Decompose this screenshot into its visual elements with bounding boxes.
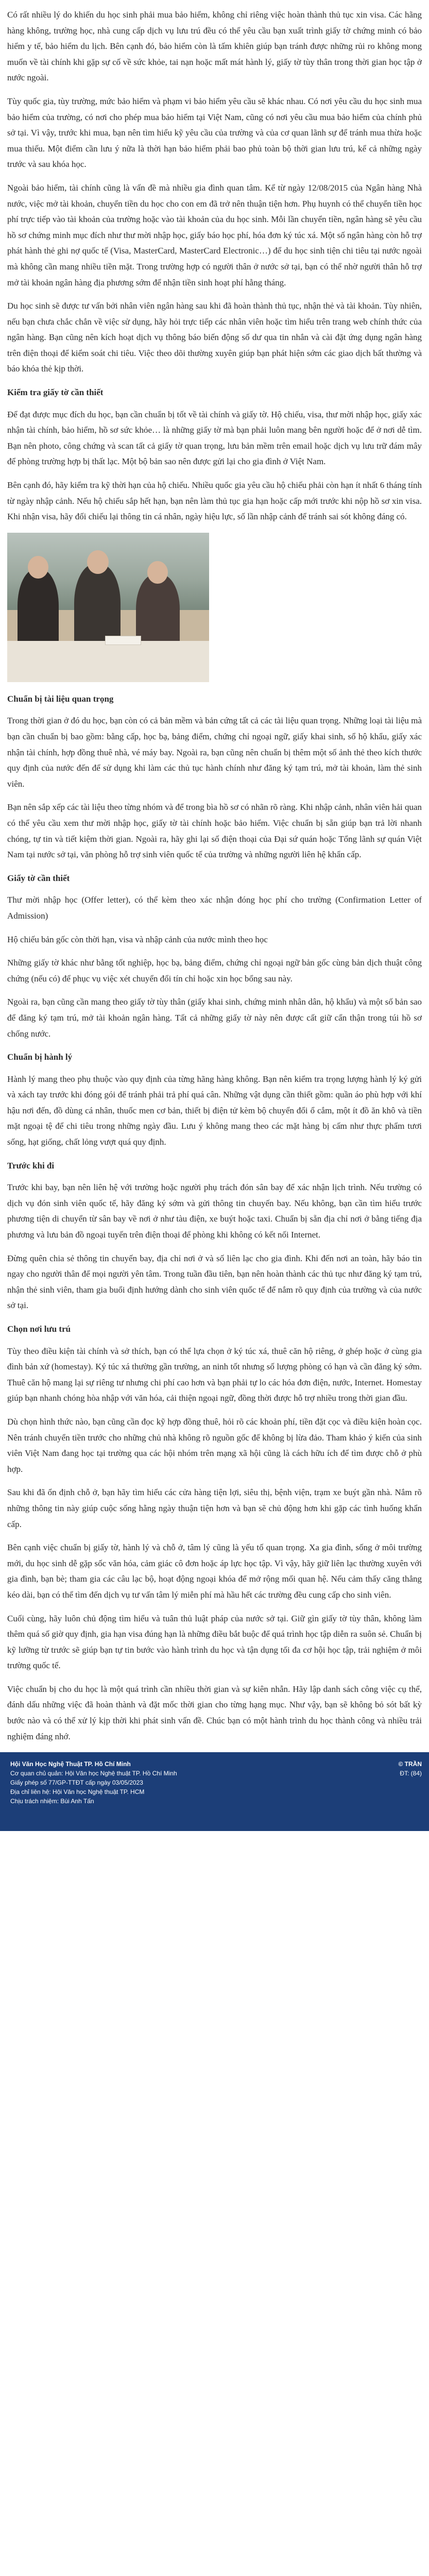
footer-right-info xyxy=(319,1759,422,1778)
footer-copyright: © TRẦN xyxy=(398,1760,422,1768)
article-paragraph: Trong thời gian ở đó du học, bạn còn có cả bản mềm và bản cứng tất cả các tài liệu quan trọng. Những loại tài liệu mà bạn cần chuẩn bị bao gồm: bằng cấp, học bạ, bảng điểm, chứng chỉ ngoại ngữ, giấy khai sinh, sổ hộ khẩu, giấy xác nhận tài chính, hợp đồng thuê nhà, vé máy bay. Ngoài ra, bạn cũng nên chuẩn bị thêm một số ảnh thẻ theo kích thước quy định của nước đến để sử dụng khi làm các thủ tục hành chính như đăng ký tạm trú, mở tài khoản, làm thẻ sinh viên. xyxy=(7,716,422,789)
article-paragraph: Tùy quốc gia, tùy trường, mức bảo hiểm và phạm vi bảo hiểm yêu cầu sẽ khác nhau. Có nơi yêu cầu du học sinh mua bảo hiểm của trường, có nơi cho phép mua bảo hiểm tại Việt Nam, cũng có nơi yêu cầu mua bảo hiểm của chính phủ sở tại. Vì vậy, trước khi mua, bạn nên tìm hiểu kỹ yêu cầu của trường và của cơ quan lãnh sự để tránh mua thừa hoặc mua thiếu. Một điểm cần lưu ý nữa là thời hạn bảo hiểm phải bao phủ toàn bộ thời gian lưu trú, kể cả những ngày trước và sau khóa học. xyxy=(7,96,422,170)
footer-line: Địa chỉ liên hệ: Hội Văn học Nghệ thuật TP. HCM xyxy=(10,1788,145,1796)
photo-person-head xyxy=(147,561,168,584)
article-paragraph: Ngoài bảo hiểm, tài chính cũng là vấn đề mà nhiều gia đình quan tâm. Kể từ ngày 12/08/2015 của Ngân hàng Nhà nước, việc mở tài khoản, chuyển tiền du học cho con em đã trở nên thuận tiện hơn. Phụ huynh có thể chuyển tiền học phí trực tiếp vào tài khoản của trường hoặc vào tài khoản của du học sinh. Mỗi lần chuyển tiền, ngân hàng sẽ yêu cầu hồ sơ chứng minh mục đích như thư mời nhập học, giấy báo học phí, hóa đơn ký túc xá. Một số ngân hàng còn hỗ trợ phát hành thẻ ghi nợ quốc tế (Visa, MasterCard, MasterCard Electronic…) để du học sinh tiện chi tiêu tại nước ngoài mà không cần mang nhiều tiền mặt. Trong trường hợp có người thân ở nước sở tại, bạn có thể nhờ người thân hỗ trợ mở tài khoản ngân hàng địa phương sớm để nhận tiền sinh hoạt phí hằng tháng. xyxy=(7,182,422,287)
section-heading: Chuẩn bị tài liệu quan trọng xyxy=(7,693,114,704)
photo-book xyxy=(105,636,141,645)
article-paragraph: Bên cạnh đó, hãy kiểm tra kỹ thời hạn của hộ chiếu. Nhiều quốc gia yêu cầu hộ chiếu phải còn hạn ít nhất 6 tháng tính từ ngày nhập cảnh. Nếu hộ chiếu sắp hết hạn, bạn nên làm thủ tục gia hạn hoặc cấp mới trước khi nộp hồ sơ xin visa. Khi nhận visa, hãy đối chiếu lại thông tin cá nhân, ngày hiệu lực, số lần nhập cảnh để tránh sai sót không đáng có. xyxy=(7,480,422,522)
photo-person xyxy=(18,569,59,651)
photo-person-head xyxy=(28,556,48,579)
article-paragraph: Tùy theo điều kiện tài chính và sở thích, bạn có thể lựa chọn ở ký túc xá, thuê căn hộ riêng, ở ghép hoặc ở cùng gia đình bản xứ (homestay). Ký túc xá thường gần trường, an ninh tốt nhưng số lượng phòng có hạn và cần đăng ký sớm. Thuê căn hộ mang lại sự riêng tư nhưng chi phí cao hơn và bạn phải tự lo các hóa đơn điện, nước, Internet. Homestay giúp bạn nhanh chóng hòa nhập với văn hóa, cải thiện ngoại ngữ, đồng thời được hỗ trợ nhiều trong thời gian đầu. xyxy=(7,1346,422,1403)
article-paragraph: Hộ chiếu bản gốc còn thời hạn, visa và nhập cảnh của nước mình theo học xyxy=(7,934,268,944)
article-paragraph: Việc chuẩn bị cho du học là một quá trình cần nhiều thời gian và sự kiên nhẫn. Hãy lập danh sách công việc cụ thể, đánh dấu những việc đã hoàn thành và đặt mốc thời gian cho từng hạng mục. Như vậy, bạn sẽ không bỏ sót bất kỳ bước nào và có thể xử lý kịp thời khi phát sinh vấn đề. Chúc bạn có một hành trình du học thành công và nhiều trải nghiệm đáng nhớ. xyxy=(7,1684,422,1741)
article-paragraph: Để đạt được mục đích du học, bạn cần chuẩn bị tốt về tài chính và giấy tờ. Hộ chiếu, visa, thư mời nhập học, giấy xác nhận tài chính, bảo hiểm, hồ sơ sức khỏe… là những giấy tờ mà bạn phải luôn mang bên người hoặc để ở nơi dễ tìm. Bạn nên photo, công chứng và scan tất cả giấy tờ quan trọng, lưu bản mềm trên email hoặc dịch vụ lưu trữ đám mây để phòng trường hợp bị thất lạc. Một bộ bản sao nên được gửi lại cho gia đình ở Việt Nam. xyxy=(7,409,422,467)
article-paragraph: Đừng quên chia sẻ thông tin chuyến bay, địa chỉ nơi ở và số liên lạc cho gia đình. Khi đến nơi an toàn, hãy báo tin ngay cho người thân để mọi người yên tâm. Trong tuần đầu tiên, bạn nên hoàn thành các thủ tục như đăng ký tạm trú, nhận thẻ sinh viên, tham gia buổi định hướng dành cho sinh viên quốc tế để nắm rõ quy định của trường và của nước sở tại. xyxy=(7,1253,422,1311)
article-paragraph: Trước khi bay, bạn nên liên hệ với trường hoặc người phụ trách đón sân bay để xác nhận lịch trình. Nếu trường có dịch vụ đón sinh viên quốc tế, hãy đăng ký sớm và gửi thông tin chuyến bay. Nếu không, bạn cần tìm hiểu trước phương tiện di chuyển từ sân bay về nơi ở như tàu điện, xe buýt hoặc taxi. Chuẩn bị sẵn địa chỉ nơi ở bằng tiếng địa phương và lưu bản đồ ngoại tuyến trên điện thoại để phòng khi không có kết nối Internet. xyxy=(7,1182,422,1240)
article-paragraph: Sau khi đã ổn định chỗ ở, bạn hãy tìm hiểu các cửa hàng tiện lợi, siêu thị, bệnh viện, trạm xe buýt gần nhà. Nắm rõ những thông tin này giúp cuộc sống hằng ngày thuận tiện hơn và bạn sẽ chủ động hơn khi gặp các tình huống khẩn cấp. xyxy=(7,1487,422,1529)
article-paragraph: Bên cạnh việc chuẩn bị giấy tờ, hành lý và chỗ ở, tâm lý cũng là yếu tố quan trọng. Xa gia đình, sống ở môi trường mới, du học sinh dễ gặp sốc văn hóa, cảm giác cô đơn hoặc áp lực học tập. Vì vậy, hãy giữ liên lạc thường xuyên với gia đình, bạn bè; tham gia các câu lạc bộ, hoạt động ngoại khóa để mở rộng mối quan hệ. Nếu cảm thấy căng thẳng kéo dài, bạn có thể tìm đến dịch vụ tư vấn tâm lý miễn phí mà hầu hết các trường đều cung cấp cho sinh viên. xyxy=(7,1543,422,1600)
footer-org-name: Hội Văn Học Nghệ Thuật TP. Hồ Chí Minh xyxy=(10,1760,131,1768)
footer-line: Giấy phép số 77/GP-TTĐT cấp ngày 03/05/2023 xyxy=(10,1779,143,1787)
section-heading: Giấy tờ cần thiết xyxy=(7,873,70,883)
photo-person-head xyxy=(87,550,109,574)
article-paragraph: Thư mời nhập học (Offer letter), có thể kèm theo xác nhận đóng học phí cho trường (Confirmation Letter of Admission) xyxy=(7,895,422,921)
footer-info xyxy=(10,1759,278,1806)
article-paragraph: Cuối cùng, hãy luôn chủ động tìm hiểu và tuân thủ luật pháp của nước sở tại. Giữ gìn giấy tờ tùy thân, không làm thêm quá số giờ quy định, gia hạn visa đúng hạn là những điều bắt buộc để quá trình học tập diễn ra suôn sẻ. Chuẩn bị kỹ lưỡng từ trước sẽ giúp bạn tự tin bước vào hành trình du học và tận dụng tối đa cơ hội học tập, trải nghiệm ở môi trường quốc tế. xyxy=(7,1613,422,1671)
article-paragraph: Ngoài ra, bạn cũng cần mang theo giấy tờ tùy thân (giấy khai sinh, chứng minh nhân dân, hộ khẩu) và một số bản sao để đăng ký tạm trú, mở tài khoản ngân hàng. Tất cả những giấy tờ này nên được cất giữ cẩn thận trong túi hồ sơ chống nước. xyxy=(7,997,422,1039)
article-paragraph: Bạn nên sắp xếp các tài liệu theo từng nhóm và để trong bìa hồ sơ có nhãn rõ ràng. Khi nhập cảnh, nhân viên hải quan có thể yêu cầu xem thư mời nhập học, giấy tờ tài chính hoặc bảo hiểm. Việc chuẩn bị sẵn giúp bạn trả lời nhanh chóng, tự tin và tiết kiệm thời gian. Ngoài ra, hãy ghi lại số điện thoại của Đại sứ quán hoặc Tổng lãnh sự quán Việt Nam tại nước sở tại, văn phòng hỗ trợ sinh viên quốc tế của trường và những người liên hệ khẩn cấp. xyxy=(7,802,422,860)
footer-line: Cơ quan chủ quản: Hội Văn học Nghệ thuật TP. Hồ Chí Minh xyxy=(10,1770,177,1777)
article-paragraph: Có rất nhiều lý do khiến du học sinh phải mua bảo hiểm, không chỉ riêng việc hoàn thành thủ tục xin visa. Các hãng hàng không, trường học, nhà cung cấp dịch vụ lưu trú đều có thể yêu cầu bạn xuất trình giấy tờ chứng minh có bảo hiểm y tế, bảo hiểm du lịch. Bên cạnh đó, bảo hiểm còn là tấm khiên giúp bạn tránh được những rủi ro không mong muốn về tài chính khi gặp sự cố về sức khỏe, tai nạn hoặc mất mát hành lý, giấy tờ tùy thân trong thời gian học tập ở nước ngoài. xyxy=(7,10,422,83)
section-heading: Chọn nơi lưu trú xyxy=(7,1324,71,1334)
photo-table xyxy=(7,641,209,682)
photo-person xyxy=(136,574,180,651)
article-paragraph: Du học sinh sẽ được tư vấn bởi nhân viên ngân hàng sau khi đã hoàn thành thủ tục, nhận thẻ và tài khoản. Tùy nhiên, nếu bạn chưa chắc chắn về việc sử dụng, hãy hỏi trực tiếp các nhân viên hoặc tìm hiểu trên trang web chính thức của ngân hàng. Bạn cũng nên kích hoạt dịch vụ thông báo biến động số dư qua tin nhắn và cài đặt ứng dụng ngân hàng trên điện thoại để kiểm soát chi tiêu. Việc theo dõi thường xuyên giúp bạn phát hiện sớm các giao dịch bất thường và báo khóa thẻ kịp thời. xyxy=(7,301,422,374)
article-paragraph: Hành lý mang theo phụ thuộc vào quy định của từng hãng hàng không. Bạn nên kiểm tra trọng lượng hành lý ký gửi và xách tay trước khi đóng gói để tránh phải trả phí quá cân. Những vật dụng cần thiết gồm: quần áo phù hợp với khí hậu nơi đến, đồ dùng cá nhân, thuốc men cơ bản, thiết bị điện tử kèm bộ chuyển đổi ổ cắm, một ít đồ ăn khô và tiền mặt ngoại tệ để chi tiêu trong những ngày đầu. Lưu ý không mang theo các mặt hàng bị cấm như thực phẩm tươi sống, hạt giống, chất lỏng vượt quá quy định. xyxy=(7,1074,422,1147)
article-paragraph: Những giấy tờ khác như bằng tốt nghiệp, học bạ, bảng điểm, chứng chỉ ngoại ngữ bản gốc cùng bản dịch thuật công chứng (nếu có) để phục vụ việc xét chuyển đổi tín chỉ hoặc xin học bổng sau này. xyxy=(7,958,422,984)
footer-phone: ĐT: (84) xyxy=(400,1770,422,1777)
students-meeting-photo xyxy=(7,533,209,682)
site-footer xyxy=(0,1752,429,1831)
section-heading: Trước khi đi xyxy=(7,1160,55,1171)
section-heading: Kiểm tra giấy tờ cần thiết xyxy=(7,387,104,398)
section-heading: Chuẩn bị hành lý xyxy=(7,1052,73,1062)
footer-line: Chịu trách nhiệm: Bùi Anh Tấn xyxy=(10,1798,94,1805)
article-paragraph: Dù chọn hình thức nào, bạn cũng cần đọc kỹ hợp đồng thuê, hỏi rõ các khoản phí, tiền đặt cọc và điều kiện hoàn cọc. Nên tránh chuyển tiền trước cho những chủ nhà không rõ nguồn gốc để không bị lừa đảo. Tham khảo ý kiến của sinh viên Việt Nam đang học tại trường qua các hội nhóm trên mạng xã hội cũng là cách hữu ích để tìm được chỗ ở phù hợp. xyxy=(7,1416,422,1474)
